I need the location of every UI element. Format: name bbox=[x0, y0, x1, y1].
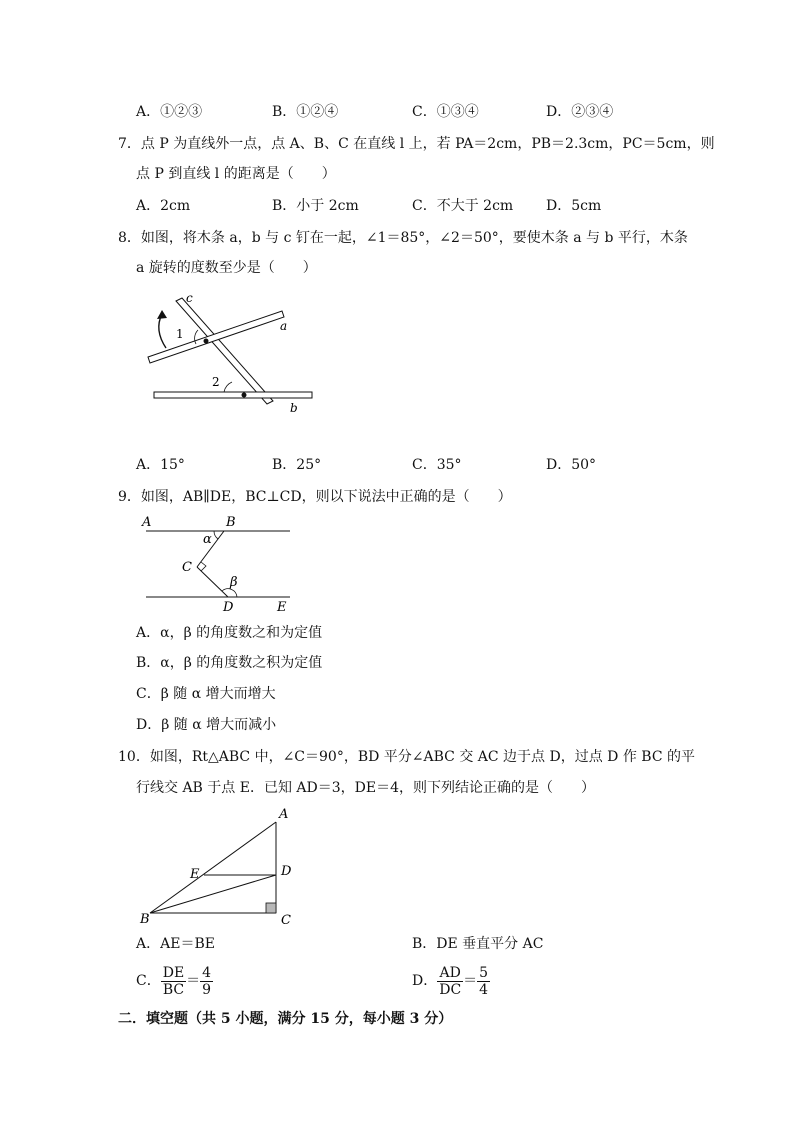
q7-option-c: C．不大于 2cm bbox=[412, 198, 514, 214]
right-angle-mark bbox=[266, 903, 276, 913]
q7-option-b: B．小于 2cm bbox=[272, 198, 359, 214]
fraction-de-bc: $\frac{DE}{BC}$ bbox=[162, 964, 185, 998]
q8-option-d: D．50° bbox=[546, 457, 597, 473]
segment-ab bbox=[150, 822, 276, 913]
equals-sign: ＝ bbox=[463, 973, 478, 989]
q10-option-a: A．AE＝BE bbox=[136, 936, 215, 952]
label-e: E bbox=[190, 867, 200, 882]
fraction-5-4: $\frac{5}{4}$ bbox=[479, 964, 489, 998]
right-angle-mark bbox=[201, 562, 206, 571]
stick-c bbox=[176, 298, 273, 404]
q8-figure bbox=[136, 288, 336, 438]
q10-option-c bbox=[136, 963, 213, 999]
q10-stem-line1: 10．如图，Rt△ABC 中，∠C＝90°，BD 平分∠ABC 交 AC 边于点 D，过点 D 作 BC 的平 bbox=[118, 749, 696, 765]
nail-2 bbox=[242, 393, 247, 398]
q9-stem-line1: 9．如图，AB∥DE，BC⊥CD，则以下说法中正确的是（ ） bbox=[118, 489, 512, 505]
q10-stem-line2: 行线交 AB 于点 E．已知 AD＝3，DE＝4，则下列结论正确的是（ ） bbox=[136, 780, 596, 796]
q6-option-d: D．②③④ bbox=[546, 104, 614, 120]
q7-option-a: A．2cm bbox=[136, 198, 191, 214]
alpha-arc bbox=[214, 531, 218, 539]
q9-option-b: B．α，β 的角度数之积为定值 bbox=[136, 655, 323, 671]
q8-stem-line1: 8．如图，将木条 a，b 与 c 钉在一起，∠1＝85°，∠2＝50°，要使木条 a 与 b 平行，木条 bbox=[118, 230, 688, 246]
option-d-prefix: D． bbox=[412, 973, 438, 989]
label-alpha: α bbox=[203, 532, 212, 547]
fraction-ad-dc: $\frac{AD}{DC}$ bbox=[439, 964, 462, 998]
q9-option-d: D．β 随 α 增大而减小 bbox=[136, 717, 277, 733]
label-a: A bbox=[142, 515, 152, 530]
nail-1 bbox=[204, 339, 209, 344]
q9-option-a: A．α，β 的角度数之和为定值 bbox=[136, 625, 323, 641]
stick-a bbox=[148, 311, 284, 363]
label-b: B bbox=[140, 912, 150, 927]
q9-option-c: C．β 随 α 增大而增大 bbox=[136, 686, 276, 702]
label-d: D bbox=[223, 600, 234, 615]
label-a: a bbox=[280, 319, 288, 333]
q6-option-c: C．①③④ bbox=[412, 104, 479, 120]
q6-option-b: B．①②④ bbox=[272, 104, 339, 120]
q10-option-d bbox=[412, 963, 490, 999]
label-b: b bbox=[290, 401, 298, 415]
segment-bd bbox=[150, 875, 276, 913]
q7-stem-line2: 点 P 到直线 l 的距离是（ ） bbox=[136, 166, 336, 182]
label-beta: β bbox=[230, 575, 238, 590]
q7-option-d: D．5cm bbox=[546, 198, 602, 214]
option-c-prefix: C． bbox=[136, 973, 161, 989]
label-c: C bbox=[182, 560, 192, 575]
q7-stem-line1: 7．点 P 为直线外一点，点 A、B、C 在直线 l 上，若 PA＝2cm，PB＝2.3cm，PC＝5cm，则 bbox=[118, 136, 715, 152]
q8-stem-line2: a 旋转的度数至少是（ ） bbox=[136, 260, 317, 276]
label-c: c bbox=[186, 291, 193, 305]
q8-option-c: C．35° bbox=[412, 457, 462, 473]
q8-option-b: B．25° bbox=[272, 457, 322, 473]
fraction-4-9: $\frac{4}{9}$ bbox=[202, 964, 212, 998]
section-2-title: 二．填空题（共 5 小题，满分 15 分，每小题 3 分） bbox=[118, 1011, 453, 1027]
label-e: E bbox=[277, 600, 287, 615]
q9-figure bbox=[136, 512, 306, 616]
label-a: A bbox=[279, 807, 289, 822]
q10-figure bbox=[136, 804, 306, 928]
segment-cd bbox=[197, 567, 228, 597]
label-b: B bbox=[226, 515, 236, 530]
q10-option-b: B．DE 垂直平分 AC bbox=[412, 936, 544, 952]
q8-option-a: A．15° bbox=[136, 457, 185, 473]
q6-option-a: A．①②③ bbox=[136, 104, 203, 120]
rotation-arrow bbox=[159, 314, 166, 348]
angle-2-arc bbox=[224, 382, 232, 392]
label-c: C bbox=[281, 913, 291, 928]
equals-sign: ＝ bbox=[186, 973, 201, 989]
label-1: 1 bbox=[176, 327, 184, 341]
rotation-arrowhead-icon bbox=[157, 310, 167, 319]
label-2: 2 bbox=[212, 375, 220, 389]
label-d: D bbox=[281, 864, 292, 879]
stick-b bbox=[154, 392, 312, 398]
